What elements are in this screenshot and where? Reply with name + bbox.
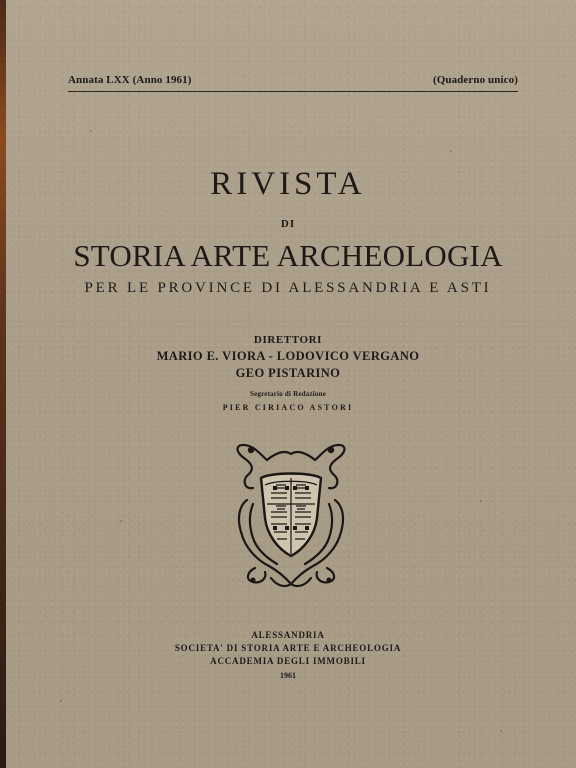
issue-header (68, 74, 518, 92)
journal-subtitle: STORIA ARTE ARCHEOLOGIA (73, 238, 503, 273)
directors-names-line1: MARIO E. VIORA - LODOVICO VERGANO (156, 349, 420, 363)
coat-of-arms-icon (229, 440, 353, 590)
secretary-name: PIER CIRIACO ASTORI (222, 403, 354, 412)
secretary-label: Segretario di Redazione (249, 390, 326, 398)
paper-speckle (480, 500, 482, 502)
publication-year: 1961 (280, 671, 296, 680)
edition-label: (Quaderno unico) (432, 74, 518, 86)
header-divider (68, 91, 518, 92)
publisher-city: ALESSANDRIA (251, 630, 325, 640)
journal-province-line: PER LE PROVINCE DI ALESSANDRIA E ASTI (84, 280, 492, 296)
paper-speckle (120, 520, 122, 522)
issue-label: Annata LXX (Anno 1961) (68, 74, 192, 86)
publisher-academy: ACCADEMIA DEGLI IMMOBILI (210, 656, 366, 666)
paper-speckle (60, 700, 62, 702)
directors-label: DIRETTORI (253, 334, 323, 346)
directors-names-line2: GEO PISTARINO (235, 366, 341, 380)
journal-title: RIVISTA (210, 166, 366, 202)
paper-speckle (500, 730, 502, 732)
paper-speckle (450, 150, 452, 152)
publisher-society: SOCIETA' DI STORIA ARTE E ARCHEOLOGIA (174, 643, 402, 653)
paper-speckle (90, 130, 92, 132)
title-connector: DI (280, 218, 296, 230)
